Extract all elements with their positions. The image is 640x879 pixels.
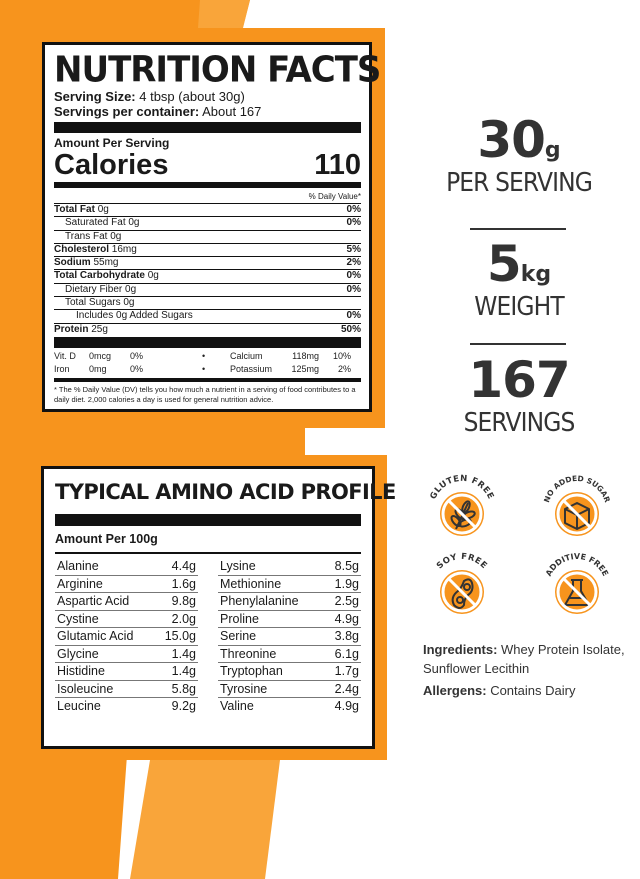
nutrient-row-dietary-fiber: Dietary Fiber 0g 0% [54,283,361,296]
nutrient-row-cholesterol: Cholesterol 16mg 5% [54,243,361,255]
nutrient-row-protein: Protein 25g 50% [54,323,361,335]
amino-row: Methionine 1.9g [218,576,361,594]
divider-thick [54,122,361,133]
divider-thick [54,337,361,348]
svg-text:SOY FREE: SOY FREE [434,551,490,572]
amino-row: Histidine 1.4g [55,663,198,681]
amino-row: Tryptophan 1.7g [218,663,361,681]
mineral-row: Vit. D 0mcg 0% • Calcium 118mg 10% [54,350,351,361]
daily-value-header: % Daily Value* [308,192,361,201]
serving-size: Serving Size: 4 tbsp (about 30g) [54,89,245,104]
divider-thick [55,514,361,526]
divider-medium [54,182,361,188]
amino-row: Valine 4.9g [220,699,359,713]
stat-protein-per-serving: 30g PER SERVING [446,111,592,198]
amino-acid-panel [41,466,396,749]
calories-value: 110 [314,149,361,181]
stat-weight: 5kg WEIGHT [474,235,564,322]
svg-text:ADDITIVE FREE: ADDITIVE FREE [543,551,611,578]
amino-row: Aspartic Acid 9.8g [55,593,198,611]
amino-row: Cystine 2.0g [55,611,198,629]
daily-value-footnote: * The % Daily Value (DV) tells you how much a nutrient in a serving of food contributes to a daily diet. 2,000 calories a day is used for general nutrition advice. [54,384,356,404]
amino-row: Serine 3.8g [218,628,361,646]
amino-row: Arginine 1.6g [55,576,198,594]
amino-row: Proline 4.9g [218,611,361,629]
gluten-free-badge [422,467,502,547]
ingredients-text: Ingredients: Whey Protein Isolate, Sunflower Lecithin [423,642,625,676]
amino-row: Tyrosine 2.4g [218,681,361,699]
amount-per-100g: Amount Per 100g [55,532,361,554]
nutrient-row-trans-fat: Trans Fat 0g [54,230,361,243]
amino-row: Threonine 6.1g [218,646,361,664]
stat-divider [470,228,566,230]
soy-free-badge [422,545,502,625]
amino-row: Glycine 1.4g [55,646,198,664]
calories-row [54,150,361,180]
stat-divider [470,343,566,345]
amino-acid-table [55,558,361,715]
mineral-row: Iron 0mg 0% • Potassium 125mg 2% [54,363,351,374]
nutrition-facts-title: NUTRITION FACTS [54,49,381,91]
amino-row: Leucine 9.2g [57,699,196,713]
additive-free-badge [537,545,617,625]
amount-per-serving: Amount Per Serving [54,136,170,150]
svg-text:GLUTEN FREE: GLUTEN FREE [428,473,496,502]
nutrient-row-added-sugars: Includes 0g Added Sugars 0% [54,309,361,322]
amino-row: Alanine 4.4g [55,558,198,576]
amino-row: Lysine 8.5g [218,558,361,576]
nutrient-row-total-carbohydrate: Total Carbohydrate 0g 0% [54,270,361,282]
nutrient-row-sodium: Sodium 55mg 2% [54,257,361,269]
amino-acid-title: TYPICAL AMINO ACID PROFILE [55,480,396,504]
allergens-text: Allergens: Contains Dairy [423,683,576,698]
svg-text:NO ADDED SUGAR: NO ADDED SUGAR [542,473,612,504]
amino-row: Isoleucine 5.8g [55,681,198,699]
amino-row: Phenylalanine 2.5g [218,593,361,611]
nutrition-facts-panel [42,42,381,412]
amino-acid-column-left [55,558,198,715]
nutrient-row-saturated-fat: Saturated Fat 0g 0% [54,216,361,229]
no-added-sugar-badge [537,467,617,547]
amino-acid-column-right [218,558,361,715]
calories-label: Calories [54,149,169,181]
nutrient-row-total-fat: Total Fat 0g 0% [54,204,361,215]
amino-row: Glutamic Acid 15.0g [55,628,198,646]
stat-servings: 167 SERVINGS [463,351,575,438]
nutrient-row-total-sugars: Total Sugars 0g [54,296,361,309]
servings-per-container: Servings per container: About 167 [54,104,262,119]
